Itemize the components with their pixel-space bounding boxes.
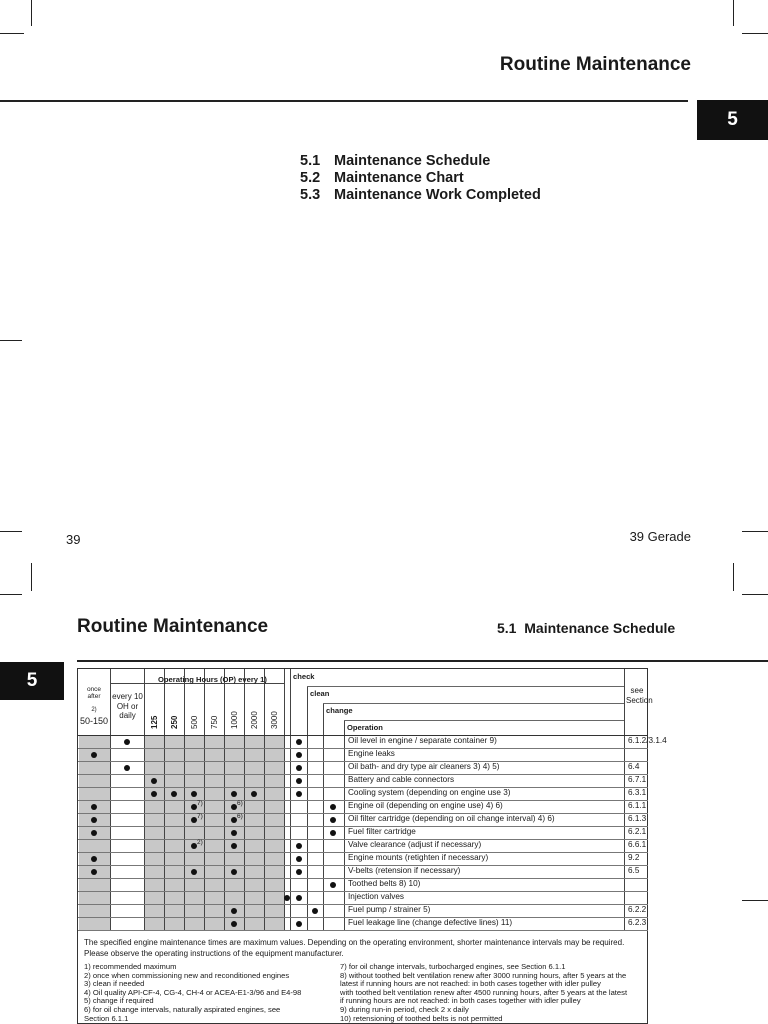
operation-label: Engine oil (depending on engine use) 4) 6): [348, 801, 503, 810]
schedule-dot: [296, 856, 302, 862]
page-number: 39: [66, 532, 81, 547]
schedule-dot: [231, 830, 237, 836]
crop-mark: [0, 531, 22, 532]
footnote: with toothed belt ventilation renew after 4500 running hours, after 5 years at the latest: [340, 987, 628, 997]
gray-cell: [265, 892, 284, 904]
gray-cell: [79, 892, 110, 904]
crop-mark: [742, 531, 768, 532]
clean-header: clean: [310, 689, 330, 698]
gray-cell: [205, 749, 224, 761]
gray-cell: [165, 866, 184, 878]
operation-label: Valve clearance (adjust if necessary): [348, 840, 482, 849]
gray-cell: [265, 905, 284, 917]
hour-interval-label: 250: [170, 715, 179, 729]
section-reference[interactable]: 6.6.1: [628, 840, 647, 849]
crop-mark: [31, 563, 32, 591]
schedule-dot: [191, 869, 197, 875]
every-10-header: every 10 OH or daily: [112, 692, 143, 720]
page-title: Routine Maintenance: [499, 54, 691, 75]
schedule-dot: [296, 752, 302, 758]
section-reference[interactable]: 6.2.3: [628, 918, 647, 927]
toc-number: 5.1: [300, 153, 321, 169]
gray-cell: [79, 905, 110, 917]
footnote-marker: 2): [197, 839, 203, 846]
header-line: [307, 686, 624, 687]
schedule-dot: [151, 791, 157, 797]
schedule-dot: [296, 791, 302, 797]
operation-label: Battery and cable connectors: [348, 775, 455, 784]
gray-cell: [165, 905, 184, 917]
gray-cell: [265, 762, 284, 774]
gray-cell: [245, 762, 264, 774]
schedule-dot: [91, 752, 97, 758]
gray-cell: [265, 801, 284, 813]
gray-cell: [225, 736, 244, 748]
gray-cell: [185, 775, 204, 787]
schedule-dot: [124, 739, 130, 745]
operation-label: Fuel filter cartridge: [348, 827, 416, 836]
crop-mark: [0, 33, 24, 34]
schedule-dot: [91, 817, 97, 823]
footnotes-right: [340, 963, 627, 1023]
gray-cell: [225, 892, 244, 904]
crop-mark: [742, 33, 768, 34]
gray-cell: [265, 879, 284, 891]
operation-header: Operation: [347, 723, 383, 732]
gray-cell: [225, 762, 244, 774]
gray-cell: [145, 827, 164, 839]
operation-label: Fuel pump / strainer 5): [348, 905, 431, 914]
gray-cell: [245, 879, 264, 891]
gray-cell: [165, 840, 184, 852]
section-title: 5.1 Maintenance Schedule: [497, 620, 676, 636]
once-after-range: 50-150: [79, 716, 109, 726]
column-line: [307, 686, 308, 930]
gray-cell: [265, 749, 284, 761]
schedule-dot: [296, 765, 302, 771]
schedule-dot: [296, 739, 302, 745]
gray-cell: [245, 918, 264, 930]
check-header: check: [293, 672, 315, 681]
footnote: 10) retensioning of toothed belts is not permitted: [340, 1013, 503, 1023]
gray-cell: [145, 892, 164, 904]
row-line: [78, 930, 648, 931]
operation-label: Oil level in engine / separate container 9): [348, 736, 497, 745]
footnote: latest if running hours are not reached: in both cases together with idler pulley: [340, 979, 601, 989]
gray-cell: [265, 840, 284, 852]
gray-cell: [265, 736, 284, 748]
footnote: 8) without toothed belt ventilation renew after 3000 running hours, after 5 years at the: [340, 970, 627, 980]
schedule-dot: [251, 791, 257, 797]
schedule-dot: [330, 882, 336, 888]
schedule-dot: [296, 895, 302, 901]
section-reference[interactable]: 6.3.1: [628, 788, 647, 797]
gray-cell: [205, 762, 224, 774]
gray-cell: [79, 840, 110, 852]
gray-cell: [145, 736, 164, 748]
schedule-dot: [296, 843, 302, 849]
schedule-dot: [330, 817, 336, 823]
crop-mark: [733, 563, 734, 591]
gray-cell: [145, 840, 164, 852]
column-line: [344, 720, 345, 930]
section-reference[interactable]: 6.2.2: [628, 905, 647, 914]
section-reference[interactable]: 6.5: [628, 866, 640, 875]
section-reference[interactable]: 6.1.1: [628, 801, 647, 810]
crop-mark: [31, 0, 32, 26]
operation-label: Engine leaks: [348, 749, 395, 758]
schedule-dot: [330, 804, 336, 810]
page-footer-label: 39 Gerade: [629, 529, 691, 544]
operation-label: V-belts (retension if necessary): [348, 866, 461, 875]
gray-cell: [265, 853, 284, 865]
gray-cell: [165, 801, 184, 813]
schedule-dot: [231, 921, 237, 927]
gray-cell: [245, 749, 264, 761]
gray-cell: [205, 840, 224, 852]
section-reference[interactable]: 6.1.3: [628, 814, 647, 823]
crop-mark: [733, 0, 734, 26]
operation-label: Oil filter cartridge (depending on oil change interval) 4) 6): [348, 814, 555, 823]
schedule-dot: [296, 921, 302, 927]
operation-label: Toothed belts 8) 10): [348, 879, 421, 888]
schedule-dot: [171, 791, 177, 797]
schedule-dot: [330, 830, 336, 836]
operation-label: Injection valves: [348, 892, 404, 901]
operation-label: Oil bath- and dry type air cleaners 3) 4) 5): [348, 762, 500, 771]
hour-interval-label: 500: [190, 715, 199, 729]
schedule-dot: [91, 804, 97, 810]
gray-cell: [205, 866, 224, 878]
gray-cell: [165, 814, 184, 826]
gray-cell: [205, 775, 224, 787]
gray-cell: [145, 801, 164, 813]
gray-cell: [165, 736, 184, 748]
gray-cell: [245, 840, 264, 852]
gray-cell: [245, 892, 264, 904]
table-of-contents: [300, 153, 541, 204]
footnote: 4) Oil quality API-CF-4, CG-4, CH-4 or ACEA-E1-3/96 and E4-98: [84, 987, 302, 997]
footnote: 2) once when commissioning new and reconditioned engines: [84, 970, 290, 980]
toc-item[interactable]: [300, 170, 541, 187]
gray-cell: [185, 905, 204, 917]
section-reference[interactable]: 6.1.2/3.1.4: [628, 736, 667, 745]
gray-cell: [245, 827, 264, 839]
header-rule: [77, 660, 768, 662]
gray-cell: [165, 827, 184, 839]
gray-cell: [145, 879, 164, 891]
footnote: 6) for oil change intervals, naturally aspirated engines, see: [84, 1004, 281, 1014]
gray-cell: [185, 762, 204, 774]
schedule-dot: [312, 908, 318, 914]
gray-cell: [265, 866, 284, 878]
gray-cell: [185, 892, 204, 904]
gray-cell: [145, 866, 164, 878]
footnote: 3) clean if needed: [84, 979, 145, 989]
schedule-dot: [231, 791, 237, 797]
once-after-note: 2): [91, 707, 97, 713]
gray-cell: [185, 736, 204, 748]
gray-cell: [245, 801, 264, 813]
hour-interval-label: 2000: [250, 711, 259, 729]
footnote: if running hours are not reached: in both cases together with idler pulley: [340, 996, 581, 1006]
gray-cell: [165, 762, 184, 774]
gray-cell: [145, 749, 164, 761]
gray-cell: [245, 853, 264, 865]
gray-cell: [145, 905, 164, 917]
gray-cell: [165, 918, 184, 930]
footnote-marker: 7): [197, 800, 203, 807]
gray-cell: [79, 775, 110, 787]
gray-cell: [79, 879, 110, 891]
gray-cell: [205, 827, 224, 839]
gray-cell: [205, 918, 224, 930]
gray-cell: [145, 762, 164, 774]
footnote: 5) change if required: [84, 996, 154, 1006]
hour-interval-label: 1000: [230, 711, 239, 729]
section-reference[interactable]: 9.2: [628, 853, 640, 862]
gray-cell: [245, 736, 264, 748]
once-after-header: once after: [86, 686, 102, 700]
schedule-dot: [284, 895, 290, 901]
footnote: 7) for oil change intervals, turbocharged engines, see Section 6.1.1: [340, 962, 566, 971]
gray-cell: [245, 775, 264, 787]
toc-item[interactable]: [300, 187, 541, 204]
schedule-dot: [91, 830, 97, 836]
crop-mark: [0, 340, 22, 341]
page-title: Routine Maintenance: [77, 616, 269, 637]
schedule-dot: [91, 856, 97, 862]
footnote-intro: The specified engine maintenance times are maximum values. Depending on the operating environment, shorter maintenance intervals may be required. Please observe the operating instructions of the equipment manufacturer.: [84, 938, 625, 958]
footnote: 1) recommended maximum: [84, 962, 177, 971]
schedule-dot: [124, 765, 130, 771]
schedule-dot: [231, 908, 237, 914]
gray-cell: [245, 814, 264, 826]
gray-cell: [165, 775, 184, 787]
see-section-header: see Section: [626, 686, 653, 705]
crop-mark: [742, 594, 768, 595]
gray-cell: [265, 918, 284, 930]
chapter-tab: 5: [697, 100, 768, 140]
toc-item[interactable]: [300, 153, 541, 170]
toc-label: Maintenance Work Completed: [334, 187, 541, 203]
section-reference[interactable]: 6.4: [628, 762, 640, 771]
change-header: change: [326, 706, 353, 715]
footnotes-left: [84, 963, 301, 1023]
gray-cell: [205, 892, 224, 904]
schedule-dot: [231, 843, 237, 849]
gray-cell: [225, 749, 244, 761]
gray-cell: [245, 866, 264, 878]
gray-cell: [185, 918, 204, 930]
gray-cell: [145, 853, 164, 865]
hour-interval-label: 3000: [270, 711, 279, 729]
gray-cell: [205, 853, 224, 865]
chapter-tab: 5: [0, 662, 64, 700]
gray-cell: [225, 853, 244, 865]
gray-cell: [79, 788, 110, 800]
gray-cell: [205, 788, 224, 800]
gray-cell: [225, 775, 244, 787]
section-reference[interactable]: 6.2.1: [628, 827, 647, 836]
header-rule: [0, 100, 688, 102]
column-line: [323, 703, 324, 930]
operation-label: Cooling system (depending on engine use 3): [348, 788, 511, 797]
section-reference[interactable]: 6.7.1: [628, 775, 647, 784]
footnote-marker: 6): [237, 800, 243, 807]
operation-label: Fuel leakage line (change defective lines) 11): [348, 918, 513, 927]
crop-mark: [0, 594, 22, 595]
gray-cell: [265, 827, 284, 839]
op-hours-header: Operating Hours (OP) every 1): [158, 675, 267, 684]
operation-label: Engine mounts (retighten if necessary): [348, 853, 489, 862]
gray-cell: [165, 853, 184, 865]
crop-mark: [742, 900, 768, 901]
schedule-dot: [296, 869, 302, 875]
footnote-marker: 6): [237, 813, 243, 820]
schedule-dot: [191, 791, 197, 797]
gray-cell: [145, 814, 164, 826]
gray-cell: [265, 775, 284, 787]
gray-cell: [225, 879, 244, 891]
gray-cell: [79, 918, 110, 930]
header-line: [323, 703, 624, 704]
gray-cell: [265, 788, 284, 800]
gray-cell: [165, 879, 184, 891]
footnote-marker: 7): [197, 813, 203, 820]
gray-cell: [185, 853, 204, 865]
gray-cell: [185, 749, 204, 761]
gray-cell: [145, 918, 164, 930]
gray-cell: [265, 814, 284, 826]
gray-cell: [79, 736, 110, 748]
toc-label: Maintenance Chart: [334, 170, 464, 186]
toc-number: 5.2: [300, 170, 321, 186]
gray-cell: [245, 905, 264, 917]
schedule-dot: [296, 778, 302, 784]
gray-cell: [79, 762, 110, 774]
gray-cell: [205, 801, 224, 813]
schedule-dot: [151, 778, 157, 784]
toc-label: Maintenance Schedule: [334, 153, 491, 169]
schedule-dot: [231, 869, 237, 875]
gray-cell: [205, 814, 224, 826]
hour-interval-label: 125: [150, 715, 159, 729]
footnote: Section 6.1.1: [84, 1013, 129, 1023]
schedule-dot: [91, 869, 97, 875]
gray-cell: [185, 879, 204, 891]
header-line: [344, 720, 624, 721]
gray-cell: [185, 827, 204, 839]
gray-cell: [205, 736, 224, 748]
footnote: 9) during run-in period, check 2 x daily: [340, 1004, 469, 1014]
gray-cell: [205, 879, 224, 891]
gray-cell: [165, 749, 184, 761]
hour-interval-label: 750: [210, 715, 219, 729]
toc-number: 5.3: [300, 187, 321, 203]
gray-cell: [205, 905, 224, 917]
gray-cell: [165, 892, 184, 904]
